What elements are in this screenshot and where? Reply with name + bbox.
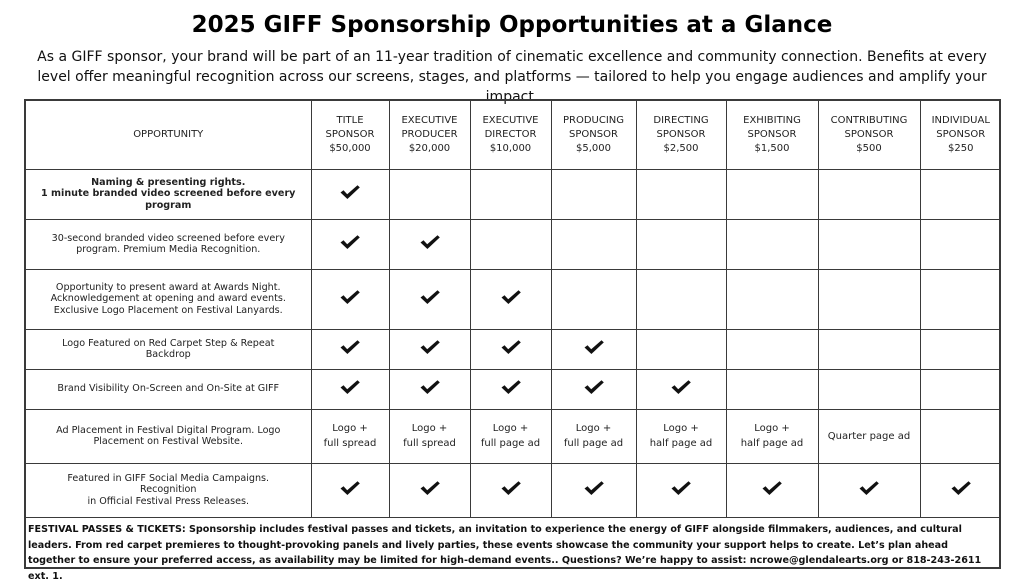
benefit-cell: [470, 169, 551, 219]
benefit-cell: [726, 463, 818, 517]
benefit-cell: [311, 269, 389, 329]
benefit-cell: [818, 463, 920, 517]
opportunity-label: 30-second branded video screened before every program. Premium Media Recognition.: [26, 219, 311, 269]
benefit-cell: [920, 329, 1001, 369]
opportunity-label: Naming & presenting rights. 1 minute branded video screened before every program: [26, 169, 311, 219]
tier-header: EXECUTIVE DIRECTOR $10,000: [470, 101, 551, 169]
checkmark-icon: [950, 480, 972, 496]
benefit-cell: [389, 463, 470, 517]
benefit-cell: [818, 169, 920, 219]
benefit-cell: Logo + half page ad: [726, 409, 818, 463]
benefit-cell: [920, 463, 1001, 517]
benefit-cell: [470, 269, 551, 329]
opportunity-label: Logo Featured on Red Carpet Step & Repeat Backdrop: [26, 329, 311, 369]
benefit-cell: [389, 329, 470, 369]
benefit-cell: [551, 269, 636, 329]
benefit-cell: [389, 269, 470, 329]
benefit-cell: [636, 219, 726, 269]
benefit-cell: [470, 219, 551, 269]
checkmark-icon: [583, 379, 605, 395]
benefit-cell: [311, 219, 389, 269]
checkmark-icon: [670, 480, 692, 496]
benefit-cell: [551, 219, 636, 269]
tier-header: TITLE SPONSOR $50,000: [311, 101, 389, 169]
table-row: [26, 269, 1001, 329]
checkmark-icon: [419, 480, 441, 496]
checkmark-icon: [339, 480, 361, 496]
benefit-cell: [726, 219, 818, 269]
checkmark-icon: [419, 379, 441, 395]
benefit-cell: [551, 369, 636, 409]
checkmark-icon: [339, 234, 361, 250]
tier-header: CONTRIBUTING SPONSOR $500: [818, 101, 920, 169]
tier-header: PRODUCING SPONSOR $5,000: [551, 101, 636, 169]
tier-header: EXECUTIVE PRODUCER $20,000: [389, 101, 470, 169]
tier-header: EXHIBITING SPONSOR $1,500: [726, 101, 818, 169]
opportunity-header: OPPORTUNITY: [26, 101, 311, 169]
benefit-cell: [920, 219, 1001, 269]
benefit-cell: [389, 369, 470, 409]
benefit-cell: [551, 463, 636, 517]
table-row: [26, 369, 1001, 409]
benefit-cell: [551, 169, 636, 219]
benefit-cell: [311, 463, 389, 517]
benefit-cell: [551, 329, 636, 369]
benefit-cell: [818, 219, 920, 269]
benefit-cell: [920, 169, 1001, 219]
checkmark-icon: [500, 289, 522, 305]
checkmark-icon: [339, 339, 361, 355]
checkmark-icon: [583, 480, 605, 496]
header-row: [26, 101, 1001, 169]
benefit-cell: Logo + full page ad: [551, 409, 636, 463]
checkmark-icon: [339, 184, 361, 200]
sponsorship-table: [24, 99, 1001, 569]
checkmark-icon: [670, 379, 692, 395]
benefit-cell: [726, 169, 818, 219]
table-row: [26, 219, 1001, 269]
benefit-cell: [920, 409, 1001, 463]
benefit-cell: [389, 219, 470, 269]
benefit-cell: [726, 269, 818, 329]
checkmark-icon: [761, 480, 783, 496]
benefit-cell: [311, 369, 389, 409]
checkmark-icon: [583, 339, 605, 355]
festival-passes-note: FESTIVAL PASSES & TICKETS: Sponsorship includes festival passes and tickets, an invitation to experience the energy of GIFF alongside filmmakers, audiences, and cultural leaders. From red carpet premieres to thought-provoking panels and lively parties, these events showcase the community your support helps to create. Let’s plan ahead together to ensure your preferred access, as availability may be limited for high-demand events.. Questions? We’re happy to assist: ncrowe@glendalearts.org or 818-243-2611 ext. 1.: [28, 524, 982, 582]
tier-header: INDIVIDUAL SPONSOR $250: [920, 101, 1001, 169]
opportunity-label: Brand Visibility On-Screen and On-Site at GIFF: [26, 369, 311, 409]
benefit-cell: [389, 169, 470, 219]
checkmark-icon: [500, 480, 522, 496]
benefit-cell: [636, 463, 726, 517]
benefit-cell: [636, 329, 726, 369]
checkmark-icon: [339, 379, 361, 395]
checkmark-icon: [419, 339, 441, 355]
benefit-cell: [470, 329, 551, 369]
page-title: 2025 GIFF Sponsorship Opportunities at a Glance: [191, 12, 833, 38]
checkmark-icon: [858, 480, 880, 496]
benefit-cell: [920, 369, 1001, 409]
table-row: [26, 169, 1001, 219]
benefit-cell: [311, 329, 389, 369]
opportunity-label: Featured in GIFF Social Media Campaigns. Recognition in Official Festival Press Releases.: [26, 463, 311, 517]
opportunity-label: Opportunity to present award at Awards Night. Acknowledgement at opening and award events. Exclusive Logo Placement on Festival Lanyards.: [26, 269, 311, 329]
tier-header: DIRECTING SPONSOR $2,500: [636, 101, 726, 169]
benefit-cell: [636, 369, 726, 409]
benefit-cell: [818, 329, 920, 369]
table-row-ad-placement: [26, 409, 1001, 463]
benefit-cell: [726, 329, 818, 369]
benefit-cell: [818, 269, 920, 329]
benefit-cell: Quarter page ad: [818, 409, 920, 463]
benefit-cell: Logo + half page ad: [636, 409, 726, 463]
checkmark-icon: [419, 234, 441, 250]
opportunity-label: Ad Placement in Festival Digital Program. Logo Placement on Festival Website.: [26, 409, 311, 463]
benefit-cell: [726, 369, 818, 409]
checkmark-icon: [500, 339, 522, 355]
benefit-cell: [920, 269, 1001, 329]
checkmark-icon: [339, 289, 361, 305]
benefit-cell: Logo + full spread: [389, 409, 470, 463]
benefit-cell: Logo + full page ad: [470, 409, 551, 463]
table-row-social-media: [26, 463, 1001, 517]
checkmark-icon: [419, 289, 441, 305]
benefit-cell: [636, 169, 726, 219]
intro-paragraph: As a GIFF sponsor, your brand will be part of an 11-year tradition of cinematic excellence and community connection. Benefits at every level offer meaningful recognition across our screens, stages, and platforms — tailored to help you engage audiences and amplify your impact.: [37, 49, 987, 105]
benefit-cell: [470, 463, 551, 517]
benefit-cell: [311, 169, 389, 219]
table-row: [26, 329, 1001, 369]
benefit-cell: [470, 369, 551, 409]
checkmark-icon: [500, 379, 522, 395]
benefit-cell: [818, 369, 920, 409]
benefit-cell: [636, 269, 726, 329]
benefit-cell: Logo + full spread: [311, 409, 389, 463]
